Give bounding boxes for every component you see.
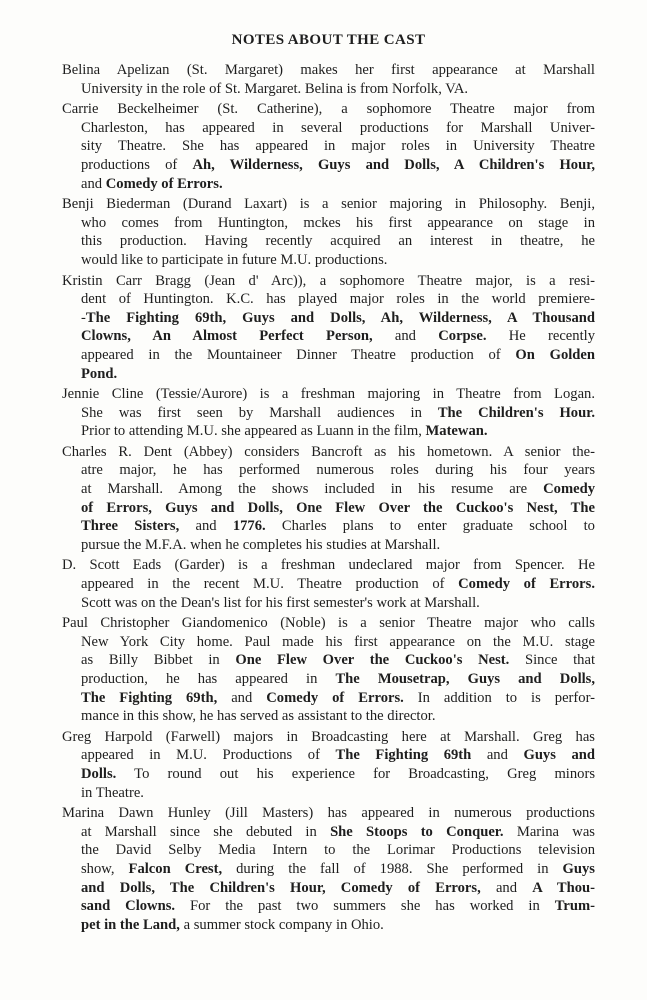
- production-title: and Dolls, The Children's Hour, Comedy of Errors,: [81, 879, 481, 896]
- cast-note-line: [62, 232, 595, 251]
- cast-note-line: [62, 461, 595, 480]
- cast-note-line: [62, 346, 595, 365]
- note-text: New York City home. Paul made his first appearance on the M.U. stage: [81, 633, 595, 650]
- cast-note-line: [62, 614, 595, 633]
- cast-note-line: [62, 251, 595, 270]
- cast-note-line: [62, 100, 595, 119]
- note-text: and: [217, 689, 267, 706]
- cast-note-line: [62, 784, 595, 803]
- note-text: would like to participate in future M.U. productions.: [81, 251, 388, 268]
- cast-note-line: [62, 670, 595, 689]
- production-title: On Golden: [515, 346, 596, 363]
- production-title: The Mousetrap, Guys and Dolls,: [335, 671, 596, 687]
- production-title: Corpse.: [438, 328, 487, 345]
- note-text: Paul Christopher Giandomenico (Noble) is a senior Theatre major who calls: [62, 615, 595, 632]
- note-text: and: [372, 328, 439, 345]
- cast-note-line: [62, 536, 595, 555]
- production-title: Dolls.: [81, 765, 117, 782]
- note-text: at Marshall since she debuted in: [81, 823, 331, 840]
- cast-note: [62, 728, 595, 802]
- note-text: Scott was on the Dean's list for his first semester's work at Marshall.: [81, 594, 480, 611]
- note-text: and: [179, 518, 233, 535]
- note-text: this production. Having recently acquired an interest in theatre, he: [81, 233, 595, 250]
- production-title: Matewan.: [425, 423, 488, 440]
- cast-note-line: [62, 746, 595, 765]
- page-title: NOTES ABOUT THE CAST: [231, 32, 426, 48]
- cast-note: [62, 556, 595, 612]
- note-text: Charleston, has appeared in several productions for Marshall Univer-: [81, 119, 595, 136]
- note-text: Marina was: [503, 823, 595, 840]
- cast-note: [62, 385, 595, 441]
- cast-note: [62, 61, 595, 98]
- note-text: -: [81, 309, 86, 326]
- note-text: mance in this show, he has served as assistant to the director.: [81, 708, 436, 725]
- cast-note-line: [62, 404, 595, 423]
- note-text: the David Selby Media Intern to the Lorimar Productions television: [81, 842, 595, 859]
- cast-note: [62, 804, 595, 934]
- production-title: The Fighting 69th: [335, 747, 472, 764]
- note-text: a summer stock company in Ohio.: [179, 916, 384, 933]
- cast-note-line: [62, 728, 595, 747]
- cast-note: [62, 614, 595, 726]
- cast-note-line: [62, 137, 595, 156]
- cast-note-line: [62, 804, 595, 823]
- note-text: sity Theatre. She has appeared in major roles in University Theatre: [81, 138, 595, 155]
- production-title: Pond.: [81, 365, 118, 382]
- production-title: Comedy of Errors.: [266, 689, 404, 706]
- production-title: Guys: [562, 860, 595, 877]
- production-title: A Thou-: [532, 879, 595, 896]
- note-text: For the past two summers she has worked in: [175, 898, 555, 915]
- cast-note-line: [62, 80, 595, 99]
- cast-note-line: [62, 633, 595, 652]
- note-text: Charles plans to enter graduate school to: [265, 518, 595, 535]
- cast-note-line: [62, 195, 595, 214]
- note-text: Greg Harpold (Farwell) majors in Broadcasting here at Marshall. Greg has: [62, 728, 595, 745]
- cast-note: [62, 195, 595, 269]
- note-text: Jennie Cline (Tessie/Aurore) is a freshman majoring in Theatre from Logan.: [62, 386, 595, 403]
- note-text: University in the role of St. Margaret. Belina is from Norfolk, VA.: [81, 80, 469, 97]
- cast-note: [62, 272, 595, 384]
- cast-note-line: [62, 327, 595, 346]
- note-text: and: [81, 175, 106, 192]
- production-title: Comedy of Errors.: [458, 576, 595, 593]
- note-text: She was first seen by Marshall audiences in: [81, 404, 438, 421]
- cast-note-line: [62, 175, 595, 194]
- production-title: Three Sisters,: [81, 518, 180, 535]
- cast-note-line: [62, 61, 595, 80]
- cast-note-line: [62, 651, 595, 670]
- cast-note-line: [62, 916, 595, 935]
- note-text: Since that: [509, 652, 596, 669]
- cast-note-line: [62, 860, 595, 879]
- cast-note-line: [62, 823, 595, 842]
- cast-note: [62, 443, 595, 555]
- cast-note-line: [62, 517, 595, 536]
- production-title: One Flew Over the Cuckoo's Nest.: [235, 652, 510, 669]
- note-text: To round out his experience for Broadcasting, Greg minors: [116, 765, 595, 782]
- note-text: Benji Biederman (Durand Laxart) is a senior majoring in Philosophy. Benji,: [62, 196, 595, 213]
- production-title: The Fighting 69th, Guys and Dolls, Ah, Wilderness, A Thousand: [85, 309, 595, 326]
- note-text: D. Scott Eads (Garder) is a freshman undeclared major from Spencer. He: [62, 557, 595, 574]
- note-text: He recently: [486, 328, 595, 345]
- production-title: 1776.: [232, 518, 266, 535]
- note-text: Prior to attending M.U. she appeared as Luann in the film,: [81, 423, 426, 440]
- cast-notes-list: [62, 61, 595, 934]
- cast-note-line: [62, 765, 595, 784]
- note-text: appeared in M.U. Productions of: [81, 747, 336, 764]
- cast-note-line: [62, 214, 595, 233]
- note-text: Charles R. Dent (Abbey) considers Bancroft as his hometown. A senior the-: [62, 443, 595, 460]
- note-text: Kristin Carr Bragg (Jean d' Arc)), a sophomore Theatre major, is a resi-: [62, 272, 595, 289]
- note-text: Belina Apelizan (St. Margaret) makes her first appearance at Marshall: [62, 62, 595, 78]
- cast-note-line: [62, 156, 595, 175]
- cast-note-line: [62, 499, 595, 518]
- note-text: during the fall of 1988. She performed in: [222, 860, 563, 877]
- cast-note-line: [62, 689, 595, 708]
- production-title: Comedy: [543, 481, 595, 498]
- note-text: dent of Huntington. K.C. has played major roles in the world premiere-: [81, 291, 595, 308]
- cast-note-line: [62, 309, 595, 328]
- note-text: appeared in the recent M.U. Theatre production of: [81, 576, 459, 593]
- note-text: who comes from Huntington, mckes his first appearance on stage in: [81, 214, 595, 231]
- note-text: atre major, he has performed numerous roles during his four years: [81, 462, 595, 479]
- cast-note: [62, 100, 595, 193]
- production-title: Falcon Crest,: [128, 860, 223, 877]
- production-title: Comedy of Errors.: [105, 175, 223, 192]
- production-title: She Stoops to Conquer.: [330, 823, 504, 840]
- note-text: show,: [81, 860, 129, 877]
- note-text: Marina Dawn Hunley (Jill Masters) has appeared in numerous productions: [62, 805, 595, 822]
- production-title: Guys and: [523, 747, 596, 764]
- cast-note-line: [62, 119, 595, 138]
- cast-note-line: [62, 575, 595, 594]
- note-text: and: [480, 879, 533, 896]
- note-text: and: [471, 747, 524, 764]
- note-text: as Billy Bibbet in: [81, 652, 236, 669]
- note-text: productions of: [81, 156, 193, 173]
- cast-note-line: [62, 443, 595, 462]
- cast-note-line: [62, 841, 595, 860]
- cast-note-line: [62, 365, 595, 384]
- production-title: Clowns, An Almost Perfect Person,: [81, 328, 373, 345]
- note-text: in Theatre.: [81, 784, 144, 801]
- cast-note-line: [62, 879, 595, 898]
- production-title: The Fighting 69th,: [81, 689, 218, 706]
- note-text: Carrie Beckelheimer (St. Catherine), a sophomore Theatre major from: [62, 101, 595, 118]
- note-text: In addition to is perfor-: [403, 689, 595, 706]
- note-text: at Marshall. Among the shows included in his resume are: [81, 481, 544, 498]
- cast-note-line: [62, 707, 595, 726]
- production-title: sand Clowns.: [81, 898, 176, 915]
- production-title: pet in the Land,: [81, 916, 180, 933]
- production-title: of Errors, Guys and Dolls, One Flew Over the Cuckoo's Nest, The: [81, 499, 595, 516]
- cast-note-line: [62, 422, 595, 441]
- production-title: Ah, Wilderness, Guys and Dolls, A Children's Hour,: [192, 156, 595, 173]
- cast-note-line: [62, 480, 595, 499]
- cast-note-line: [62, 556, 595, 575]
- production-title: The Children's Hour.: [437, 404, 595, 421]
- note-text: appeared in the Mountaineer Dinner Theatre production of: [81, 346, 516, 363]
- note-text: pursue the M.F.A. when he completes his studies at Marshall.: [81, 536, 441, 553]
- cast-note-line: [62, 272, 595, 291]
- cast-note-line: [62, 290, 595, 309]
- production-title: Trum-: [554, 898, 595, 915]
- cast-note-line: [62, 594, 595, 613]
- note-text: production, he has appeared in: [81, 671, 336, 687]
- cast-note-line: [62, 897, 595, 916]
- cast-note-line: [62, 385, 595, 404]
